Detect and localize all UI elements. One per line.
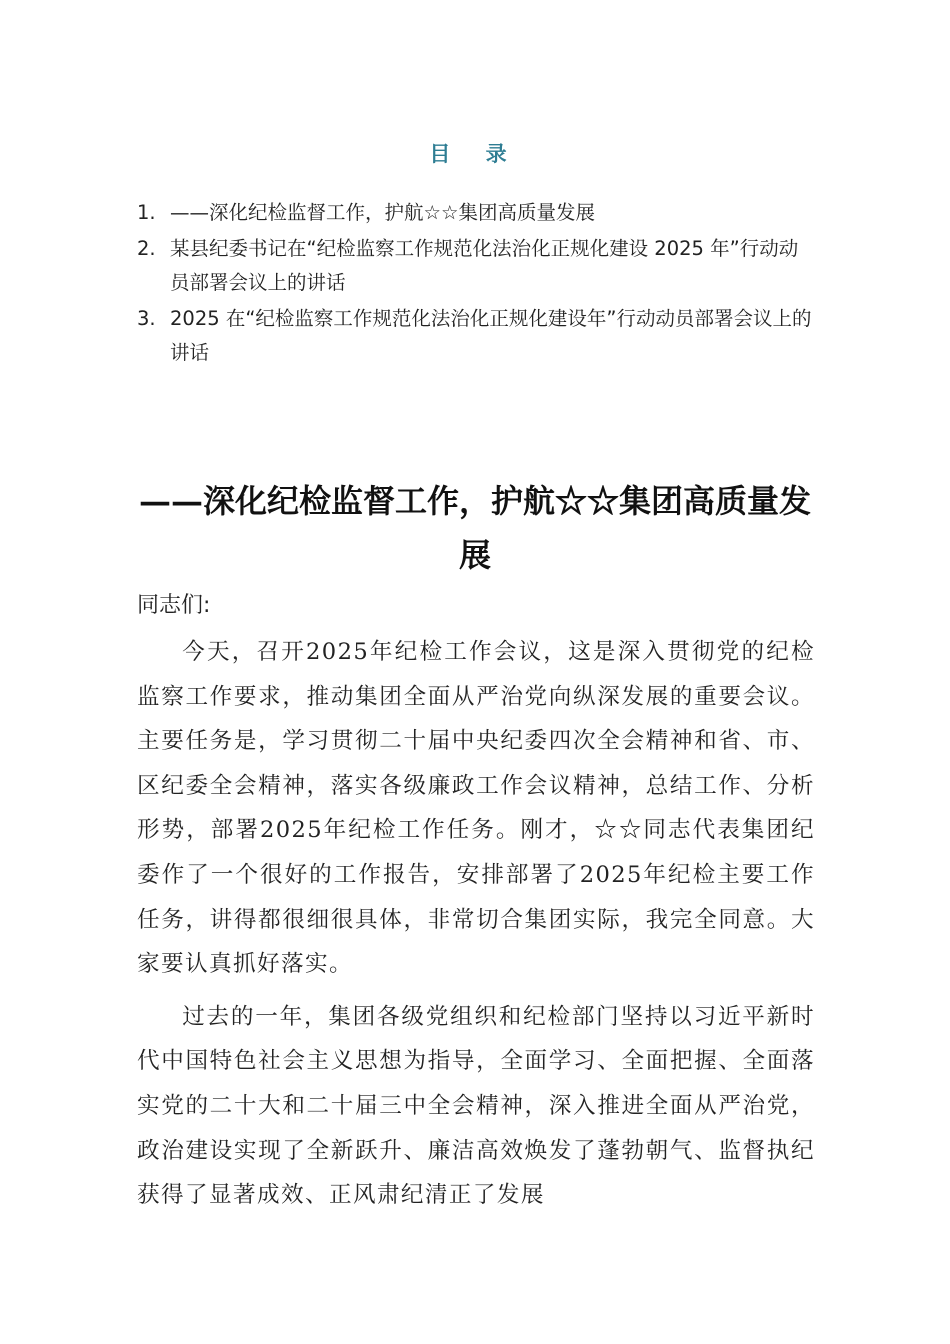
toc-title: 目 录: [429, 142, 521, 166]
toc-item-number: 1.: [137, 201, 156, 224]
toc-item[interactable]: [137, 302, 817, 370]
toc-item-text: 2025 在“纪检监察工作规范化法治化正规化建设年”行动动员部署会议上的讲话: [170, 307, 812, 364]
table-of-contents: [137, 196, 817, 372]
toc-item[interactable]: [137, 196, 817, 230]
body-paragraph: 今天，召开2025年纪检工作会议，这是深入贯彻党的纪检监察工作要求，推动集团全面从严治党向纵深发展的重要会议。主要任务是，学习贯彻二十届中央纪委四次全会精神和省、市、区纪委全会精神，落实各级廉政工作会议精神，总结工作、分析形势，部署2025年纪检工作任务。刚才，☆☆同志代表集团纪委作了一个很好的工作报告，安排部署了2025年纪检主要工作任务，讲得都很细很具体，非常切合集团实际，我完全同意。大家要认真抓好落实。: [137, 639, 815, 978]
document-body: [137, 630, 815, 1226]
body-paragraph: 过去的一年，集团各级党组织和纪检部门坚持以习近平新时代中国特色社会主义思想为指导，全面学习、全面把握、全面落实党的二十大和二十届三中全会精神，深入推进全面从严治党，政治建设实现了全新跃升、廉洁高效焕发了蓬勃朝气、监督执纪获得了显著成效、正风肃纪清正了发展: [137, 1003, 815, 1209]
toc-item-number: 2.: [137, 237, 156, 260]
toc-item-text: 某县纪委书记在“纪检监察工作规范化法治化正规化建设 2025 年”行动动员部署会议上的讲话: [170, 237, 799, 294]
toc-item-number: 3.: [137, 307, 156, 330]
toc-item-text: ——深化纪检监督工作，护航☆☆集团高质量发展: [170, 201, 595, 224]
toc-item[interactable]: [137, 232, 817, 300]
salutation: 同志们:: [137, 593, 211, 618]
document-title: ——深化纪检监督工作，护航☆☆集团高质量发展: [138, 482, 811, 574]
